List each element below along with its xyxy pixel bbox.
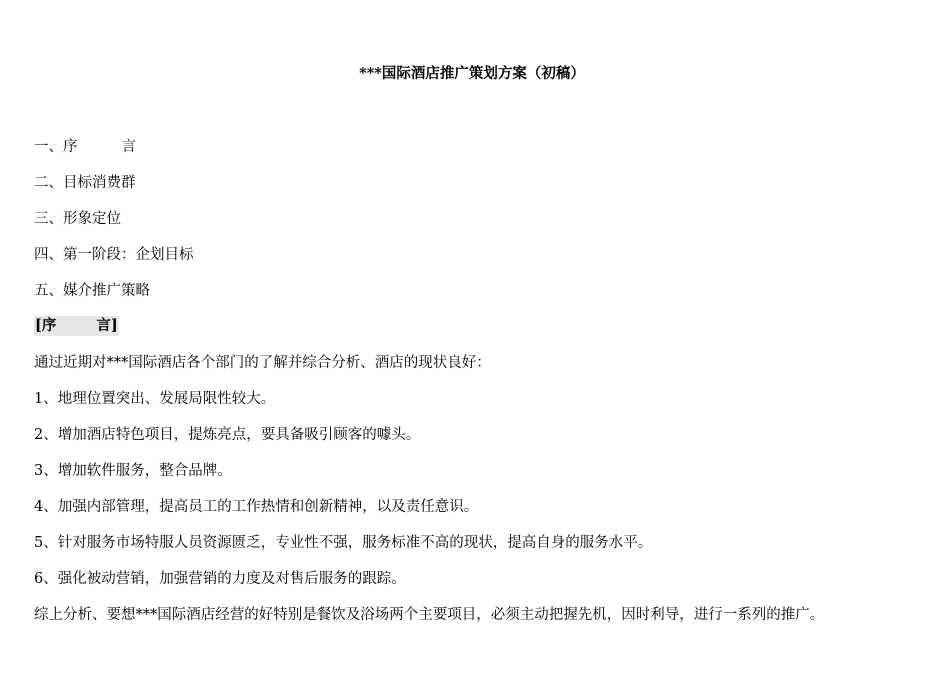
section-heading-close: 言] [96, 317, 118, 334]
point-item: 5、针对服务市场特服人员资源匮乏，专业性不强，服务标准不高的现状，提高自身的服务水平。 [34, 535, 653, 551]
toc-number: 五、 [34, 283, 63, 299]
toc-item-preface [34, 137, 136, 157]
toc-number: 四、 [34, 247, 63, 263]
point-item: 4、加强内部管理，提高员工的工作热情和创新精神，以及责任意识。 [34, 499, 479, 515]
toc-item-target-consumers [34, 173, 136, 193]
toc-item-image-positioning [34, 209, 121, 229]
point-item: 6、强化被动营销，加强营销的力度及对售后服务的跟踪。 [34, 571, 406, 587]
toc-number: 一、 [34, 139, 63, 155]
intro-paragraph: 通过近期对***国际酒店各个部门的了解并综合分析、酒店的现状良好： [34, 355, 491, 371]
toc-label: 第一阶段：企划目标 [63, 247, 194, 263]
toc-number: 二、 [34, 175, 63, 191]
section-heading-open: [序 [35, 317, 57, 334]
toc-label-part-1: 序 [63, 139, 78, 155]
toc-item-media-strategy [34, 281, 150, 301]
point-item: 3、增加软件服务，整合品牌。 [34, 463, 232, 479]
toc-label: 目标消费群 [63, 175, 136, 191]
toc-item-phase-one-goals [34, 245, 194, 265]
point-item: 2、增加酒店特色项目，提炼亮点，要具备吸引顾客的噱头。 [34, 427, 421, 443]
toc-label: 媒介推广策略 [63, 283, 150, 299]
section-heading-preface [34, 316, 119, 336]
toc-label: 形象定位 [63, 211, 121, 227]
point-item: 1、地理位置突出、发展局限性较大。 [34, 391, 276, 407]
toc-label-part-2: 言 [121, 139, 136, 155]
conclusion-paragraph: 综上分析、要想***国际酒店经营的好特别是餐饮及浴场两个主要项目，必须主动把握先机，因时利导，进行一系列的推广。 [34, 607, 825, 623]
document-title: ***国际酒店推广策划方案（初稿） [359, 65, 585, 82]
toc-number: 三、 [34, 211, 63, 227]
